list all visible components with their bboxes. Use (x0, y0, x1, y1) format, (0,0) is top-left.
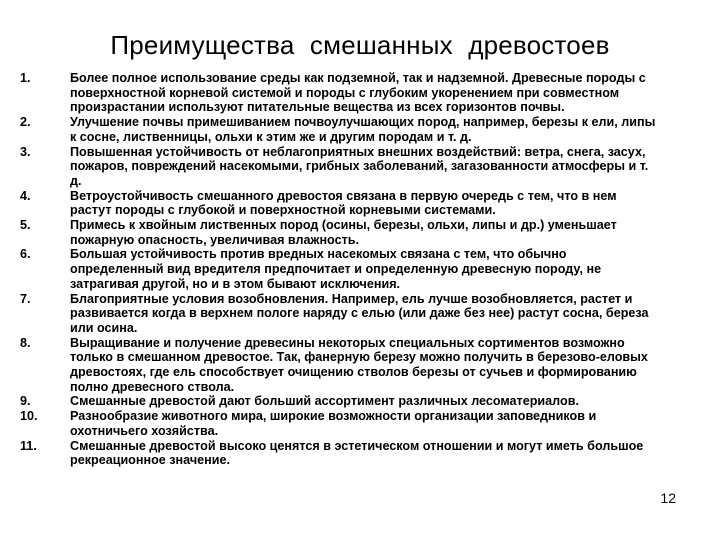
item-number: 8. (20, 335, 31, 350)
item-number: 6. (20, 247, 31, 262)
list-item (20, 115, 660, 144)
list-item (20, 439, 660, 468)
item-number: 5. (20, 218, 31, 233)
item-text: Улучшение почвы примешиванием почвоулучшающих пород, например, березы к ели, липы к сосне, лиственницы, ольхи к этим же и другим породам и т. д. (70, 115, 656, 144)
item-number: 3. (20, 144, 31, 159)
list-item (20, 145, 660, 189)
item-text: Смешанные древостой дают больший ассортимент различных лесоматериалов. (70, 394, 579, 409)
item-text: Ветроустойчивость смешанного древостоя связана в первую очередь с тем, что в нем растут породы с глубокой и поверхностной корневыми системами. (70, 188, 617, 218)
page-number: 12 (660, 490, 676, 506)
list-item (20, 247, 660, 291)
advantages-list (20, 71, 660, 468)
item-number: 11. (20, 438, 37, 453)
list-item (20, 218, 660, 247)
list-item (20, 394, 660, 409)
list-item (20, 189, 660, 218)
item-text: Смешанные древостой высоко ценятся в эстетическом отношении и могут иметь большое рекреационное значение. (70, 438, 644, 468)
list-item (20, 409, 660, 438)
slide-title: Преимущества смешанных древостоев (110, 30, 610, 60)
list-item (20, 336, 660, 395)
item-number: 7. (20, 291, 31, 306)
item-text: Повышенная устойчивость от неблагоприятных внешних воздействий: ветра, снега, засух, пожаров, повреждений насекомыми, грибных заболеваний, загазованности атмосферы и т. д. (70, 144, 649, 188)
item-number: 2. (20, 115, 31, 130)
item-text: Примесь к хвойным лиственных пород (осины, березы, ольхи, липы и др.) уменьшает пожарную опасность, увеличивая влажность. (70, 218, 617, 247)
item-text: Разнообразие животного мира, широкие возможности организации заповедников и охотничьего хозяйства. (70, 409, 597, 438)
list-item (20, 292, 660, 336)
item-number: 10. (20, 409, 38, 424)
item-number: 1. (20, 71, 31, 85)
item-text: Благоприятные условия возобновления. Например, ель лучше возобновляется, растет и развивается когда в верхнем пологе наряду с елью (или даже без нее) растут сосна, береза или осина. (70, 291, 649, 335)
item-text: Большая устойчивость против вредных насекомых связана с тем, что обычно определенный вид вредителя предпочитает и определенную древесную породу, не затрагивая другой, но и в этом бывают исключения. (70, 247, 602, 291)
item-number: 9. (20, 394, 31, 409)
list-item (20, 71, 660, 115)
item-text: Более полное использование среды как подземной, так и надземной. Древесные породы с поверхностной корневой системой и породы с глубоким укоренением при совместном произрастании используют питательные вещества из всех горизонтов почвы. (70, 71, 646, 115)
item-text: Выращивание и получение древесины некоторых специальных сортиментов возможно только в смешанном древостое. Так, фанерную березу можно получить в березово-еловых древостоях, где ель способствует очищению стволов березы от сучьев и формированию полно древесного ствола. (70, 335, 648, 394)
item-number: 4. (20, 188, 31, 203)
